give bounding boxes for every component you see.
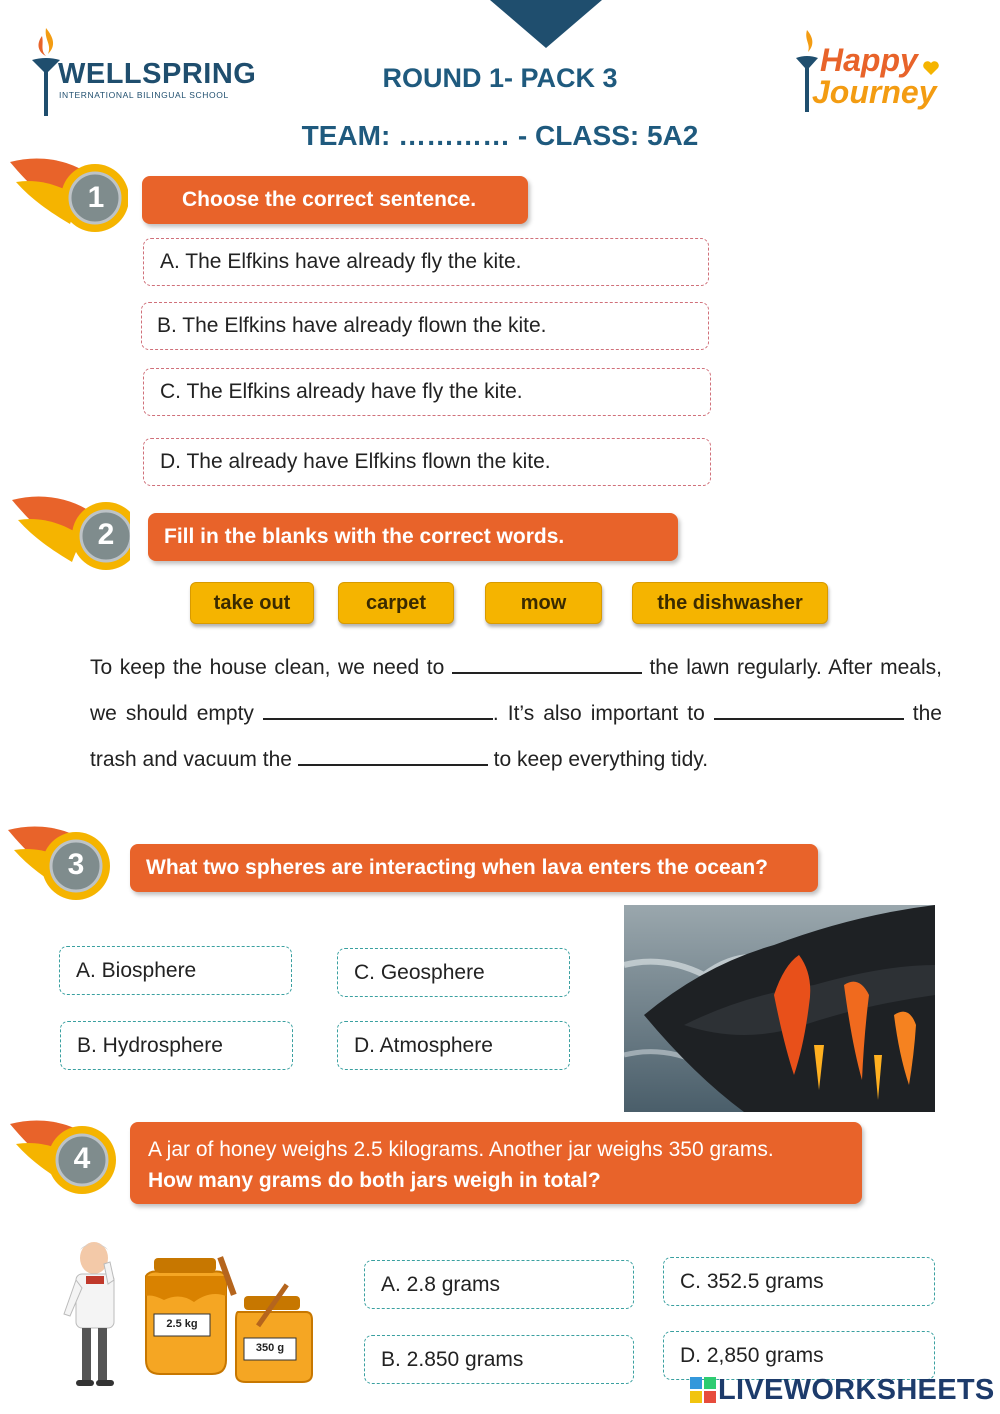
q3-option-c[interactable]: C. Geosphere: [337, 948, 570, 997]
q4-option-b[interactable]: B. 2.850 grams: [364, 1335, 634, 1384]
honey-jars-illustration: [140, 1250, 330, 1385]
q1-option-b[interactable]: B. The Elfkins have already flown the kite.: [141, 302, 709, 350]
word-chip-the-dishwasher[interactable]: the dishwasher: [632, 582, 828, 624]
header-tab-decoration: [490, 0, 602, 48]
chef-illustration: [60, 1240, 130, 1390]
word-chip-carpet[interactable]: carpet: [338, 582, 454, 624]
q3-option-d[interactable]: D. Atmosphere: [337, 1021, 570, 1070]
question-1-prompt: Choose the correct sentence.: [142, 176, 528, 224]
q4-option-a[interactable]: A. 2.8 grams: [364, 1260, 634, 1309]
question-3-number: 3: [67, 848, 85, 881]
question-3-prompt: What two spheres are interacting when lava enters the ocean?: [130, 844, 818, 892]
q1-option-a[interactable]: A. The Elfkins have already fly the kite.: [143, 238, 709, 286]
q4-option-d[interactable]: D. 2,850 grams: [663, 1331, 935, 1380]
lava-ocean-photo: [624, 905, 935, 1112]
paragraph-text-5: to keep everything tidy.: [493, 748, 709, 771]
question-4-number: 4: [73, 1142, 91, 1175]
page-title: ROUND 1- PACK 3: [382, 63, 618, 93]
question-4-line-2: How many grams do both jars weigh in total?: [148, 1169, 601, 1192]
question-1-badge: [10, 146, 128, 238]
question-4-prompt: [130, 1122, 862, 1204]
brand-happy: Happy: [820, 42, 918, 78]
blank-3[interactable]: [714, 698, 904, 720]
paragraph-text-2: the lawn regularly. After meals, we should empty: [90, 656, 942, 725]
word-chip-mow[interactable]: mow: [485, 582, 602, 624]
blank-2[interactable]: [263, 698, 493, 720]
q1-option-c[interactable]: C. The Elfkins already have fly the kite.: [143, 368, 711, 416]
q3-option-b[interactable]: B. Hydrosphere: [60, 1021, 293, 1070]
heart-icon: [922, 60, 940, 76]
blank-1[interactable]: [452, 652, 642, 674]
question-2-prompt: Fill in the blanks with the correct words.: [148, 513, 678, 561]
q4-option-c[interactable]: C. 352.5 grams: [663, 1257, 935, 1306]
paragraph-text-4: the trash and vacuum the: [90, 702, 942, 771]
jar-1-label: 2.5 kg: [166, 1318, 198, 1330]
brand-journey: Journey: [812, 74, 937, 110]
fill-in-paragraph: [90, 645, 942, 783]
blank-4[interactable]: [298, 744, 488, 766]
paragraph-text-1: To keep the house clean, we need to: [90, 656, 445, 679]
paragraph-text-3: . It’s also important to: [492, 702, 705, 725]
team-class-line: TEAM: ………… - CLASS: 5A2: [301, 120, 699, 151]
liveworksheets-logo-icon: [690, 1377, 716, 1403]
watermark-text: LIVEWORKSHEETS: [718, 1373, 995, 1406]
school-name: WELLSPRING: [58, 58, 257, 90]
word-chip-take-out[interactable]: take out: [190, 582, 314, 624]
q3-option-a[interactable]: A. Biosphere: [59, 946, 292, 995]
q1-option-d[interactable]: D. The already have Elfkins flown the kite.: [143, 438, 711, 486]
question-2-number: 2: [97, 518, 115, 551]
question-1-number: 1: [87, 181, 105, 214]
jar-2-label: 350 g: [255, 1342, 285, 1354]
happy-journey-logo: [792, 28, 952, 118]
question-4-line-1: A jar of honey weighs 2.5 kilograms. Another jar weighs 350 grams.: [148, 1138, 774, 1161]
liveworksheets-watermark: [690, 1370, 996, 1410]
school-subtitle: INTERNATIONAL BILINGUAL SCHOOL: [59, 90, 229, 100]
